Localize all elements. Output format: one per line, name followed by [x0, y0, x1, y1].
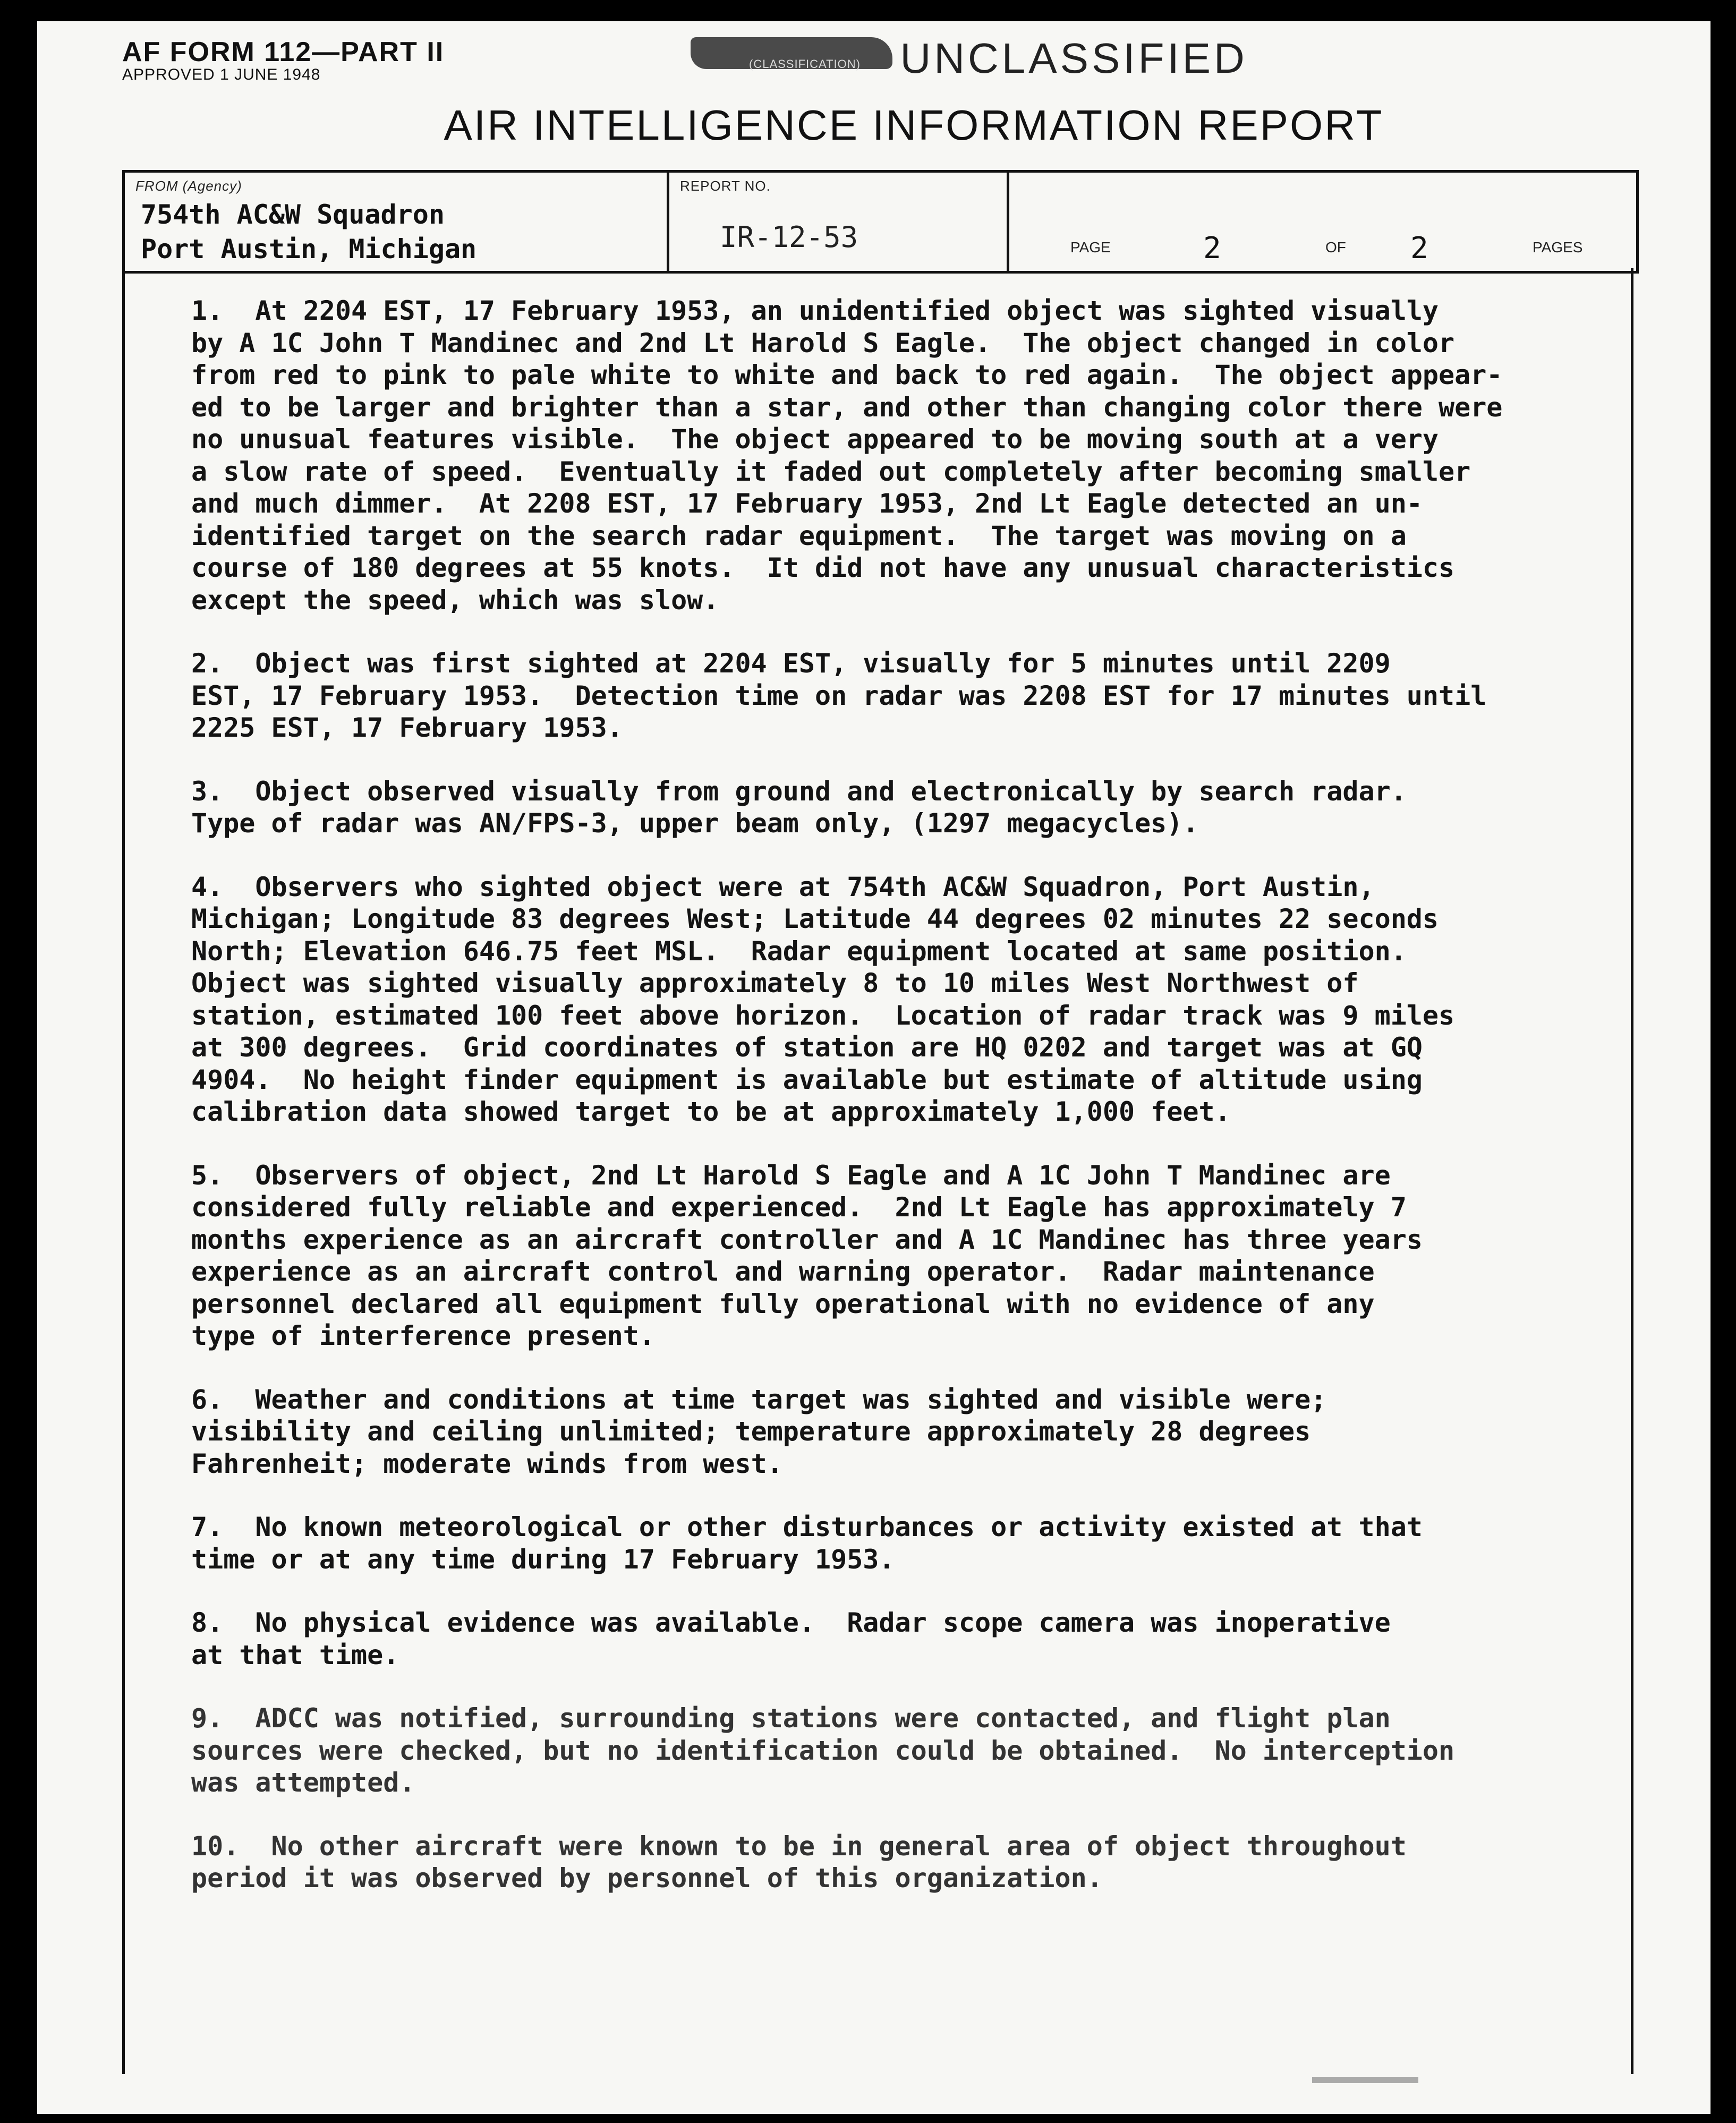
paragraph-9 — [191, 1702, 1615, 1799]
form-name: AF FORM 112—PART II — [122, 37, 445, 67]
paragraph-line: Type of radar was AN/FPS-3, upper beam only, (1297 megacycles). — [191, 808, 1199, 839]
header-divider — [667, 173, 669, 271]
paragraph-8 — [191, 1607, 1615, 1671]
paragraph-line: EST, 17 February 1953. Detection time on radar was 2208 EST for 17 minutes until — [191, 680, 1487, 711]
from-agency-line: Port Austin, Michigan — [141, 234, 477, 265]
paragraph-3 — [191, 775, 1615, 840]
paragraph-line: considered fully reliable and experienced. 2nd Lt Eagle has approximately 7 — [191, 1192, 1407, 1223]
bottom-smudge — [1312, 2077, 1418, 2083]
paragraph-line: except the speed, which was slow. — [191, 584, 719, 616]
paragraph-5 — [191, 1159, 1615, 1352]
paragraph-line: 4. Observers who sighted object were at 754th AC&W Squadron, Port Austin, — [191, 871, 1375, 902]
paragraph-line: from red to pink to pale white to white and back to red again. The object appear- — [191, 360, 1503, 390]
classification-block — [691, 37, 1248, 83]
paragraph-line: visibility and ceiling unlimited; temperature approximately 28 degrees — [191, 1416, 1311, 1447]
paragraph-line: ed to be larger and brighter than a star, and other than changing color there were — [191, 391, 1503, 423]
paragraph-10 — [191, 1830, 1615, 1895]
report-header-box — [122, 170, 1639, 274]
paragraph-line: 2. Object was first sighted at 2204 EST, visually for 5 minutes until 2209 — [191, 648, 1391, 679]
paragraph-line: 7. No known meteorological or other disturbances or activity existed at that — [191, 1512, 1423, 1542]
paragraph-line: 6. Weather and conditions at time target was sighted and visible were; — [191, 1384, 1327, 1415]
paragraph-line: identified target on the search radar equipment. The target was moving on a — [191, 520, 1407, 551]
paragraph-line: 3. Object observed visually from ground and electronically by search radar. — [191, 775, 1407, 807]
paragraph-line: station, estimated 100 feet above horizon. Location of radar track was 9 miles — [191, 1000, 1455, 1031]
pages-label: PAGES — [1533, 239, 1583, 255]
paragraph-line: 5. Observers of object, 2nd Lt Harold S Eagle and A 1C John T Mandinec are — [191, 1159, 1391, 1191]
classification-redaction — [691, 37, 892, 69]
form-frame-right — [1631, 268, 1633, 2074]
form-identifier — [122, 36, 444, 84]
paragraph-line: 8. No physical evidence was available. Radar scope camera was inoperative — [191, 1607, 1391, 1638]
paragraph-line: was attempted. — [191, 1767, 415, 1798]
paragraph-line: time or at any time during 17 February 1953. — [191, 1544, 895, 1575]
paragraph-line: and much dimmer. At 2208 EST, 17 February 1953, 2nd Lt Eagle detected an un- — [191, 488, 1423, 519]
paragraph-1 — [191, 295, 1615, 616]
paragraph-line: by A 1C John T Mandinec and 2nd Lt Harold S Eagle. The object changed in color — [191, 327, 1455, 359]
paragraph-line: no unusual features visible. The object appeared to be moving south at a very — [191, 424, 1439, 455]
report-number-label: REPORT NO. — [680, 178, 771, 194]
paragraph-6 — [191, 1384, 1615, 1480]
paragraph-line: Michigan; Longitude 83 degrees West; Latitude 44 degrees 02 minutes 22 seconds — [191, 903, 1439, 934]
paragraph-line: course of 180 degrees at 55 knots. It did not have any unusual characteristics — [191, 552, 1455, 583]
paragraph-line: personnel declared all equipment fully operational with no evidence of any — [191, 1288, 1375, 1319]
page-label: PAGE — [1070, 239, 1111, 255]
margin-handwritten-mark — [335, 1360, 377, 1583]
form-frame-left — [122, 268, 125, 2074]
paragraph-line: 9. ADCC was notified, surrounding stations were contacted, and flight plan — [191, 1703, 1391, 1734]
classification-stamp: UNCLASSIFIED — [900, 35, 1248, 82]
paragraph-line: Object was sighted visually approximately 8 to 10 miles West Northwest of — [191, 968, 1359, 999]
paragraph-line: sources were checked, but no identification could be obtained. No interception — [191, 1735, 1455, 1766]
paragraph-line: period it was observed by personnel of this organization. — [191, 1863, 1103, 1894]
paragraph-line: a slow rate of speed. Eventually it faded out completely after becoming smaller — [191, 456, 1471, 487]
paragraph-line: Fahrenheit; moderate winds from west. — [191, 1448, 783, 1479]
from-agency-line: 754th AC&W Squadron — [141, 199, 445, 230]
paragraph-line: at 300 degrees. Grid coordinates of station are HQ 0202 and target was at GQ — [191, 1032, 1423, 1063]
paragraph-4 — [191, 871, 1615, 1128]
of-label: OF — [1325, 239, 1346, 255]
paragraph-line: type of interference present. — [191, 1320, 655, 1351]
paragraph-line: at that time. — [191, 1639, 399, 1670]
from-agency-label: FROM (Agency) — [135, 178, 242, 194]
paragraph-line: calibration data showed target to be at approximately 1,000 feet. — [191, 1096, 1231, 1127]
page-number: 2 — [1203, 231, 1221, 266]
paragraph-line: months experience as an aircraft controller and A 1C Mandinec has three years — [191, 1224, 1423, 1255]
paragraph-line: North; Elevation 646.75 feet MSL. Radar equipment located at same position. — [191, 935, 1407, 967]
report-body — [191, 295, 1615, 1926]
paragraph-line: 2225 EST, 17 February 1953. — [191, 712, 623, 743]
document-page — [37, 21, 1711, 2114]
page-total: 2 — [1410, 231, 1428, 266]
paragraph-line: experience as an aircraft control and warning operator. Radar maintenance — [191, 1256, 1375, 1287]
paragraph-7 — [191, 1511, 1615, 1575]
header-divider — [1007, 173, 1009, 271]
paragraph-2 — [191, 647, 1615, 744]
classification-caption: (CLASSIFICATION) — [749, 57, 861, 71]
form-approved-date: APPROVED 1 JUNE 1948 — [122, 66, 321, 83]
paragraph-line: 10. No other aircraft were known to be in general area of object throughout — [191, 1830, 1407, 1862]
paragraph-line: 4904. No height finder equipment is available but estimate of altitude using — [191, 1064, 1423, 1095]
report-number: IR-12-53 — [720, 220, 858, 254]
paragraph-line: 1. At 2204 EST, 17 February 1953, an unidentified object was sighted visually — [191, 295, 1439, 326]
report-title: AIR INTELLIGENCE INFORMATION REPORT — [444, 101, 1384, 149]
